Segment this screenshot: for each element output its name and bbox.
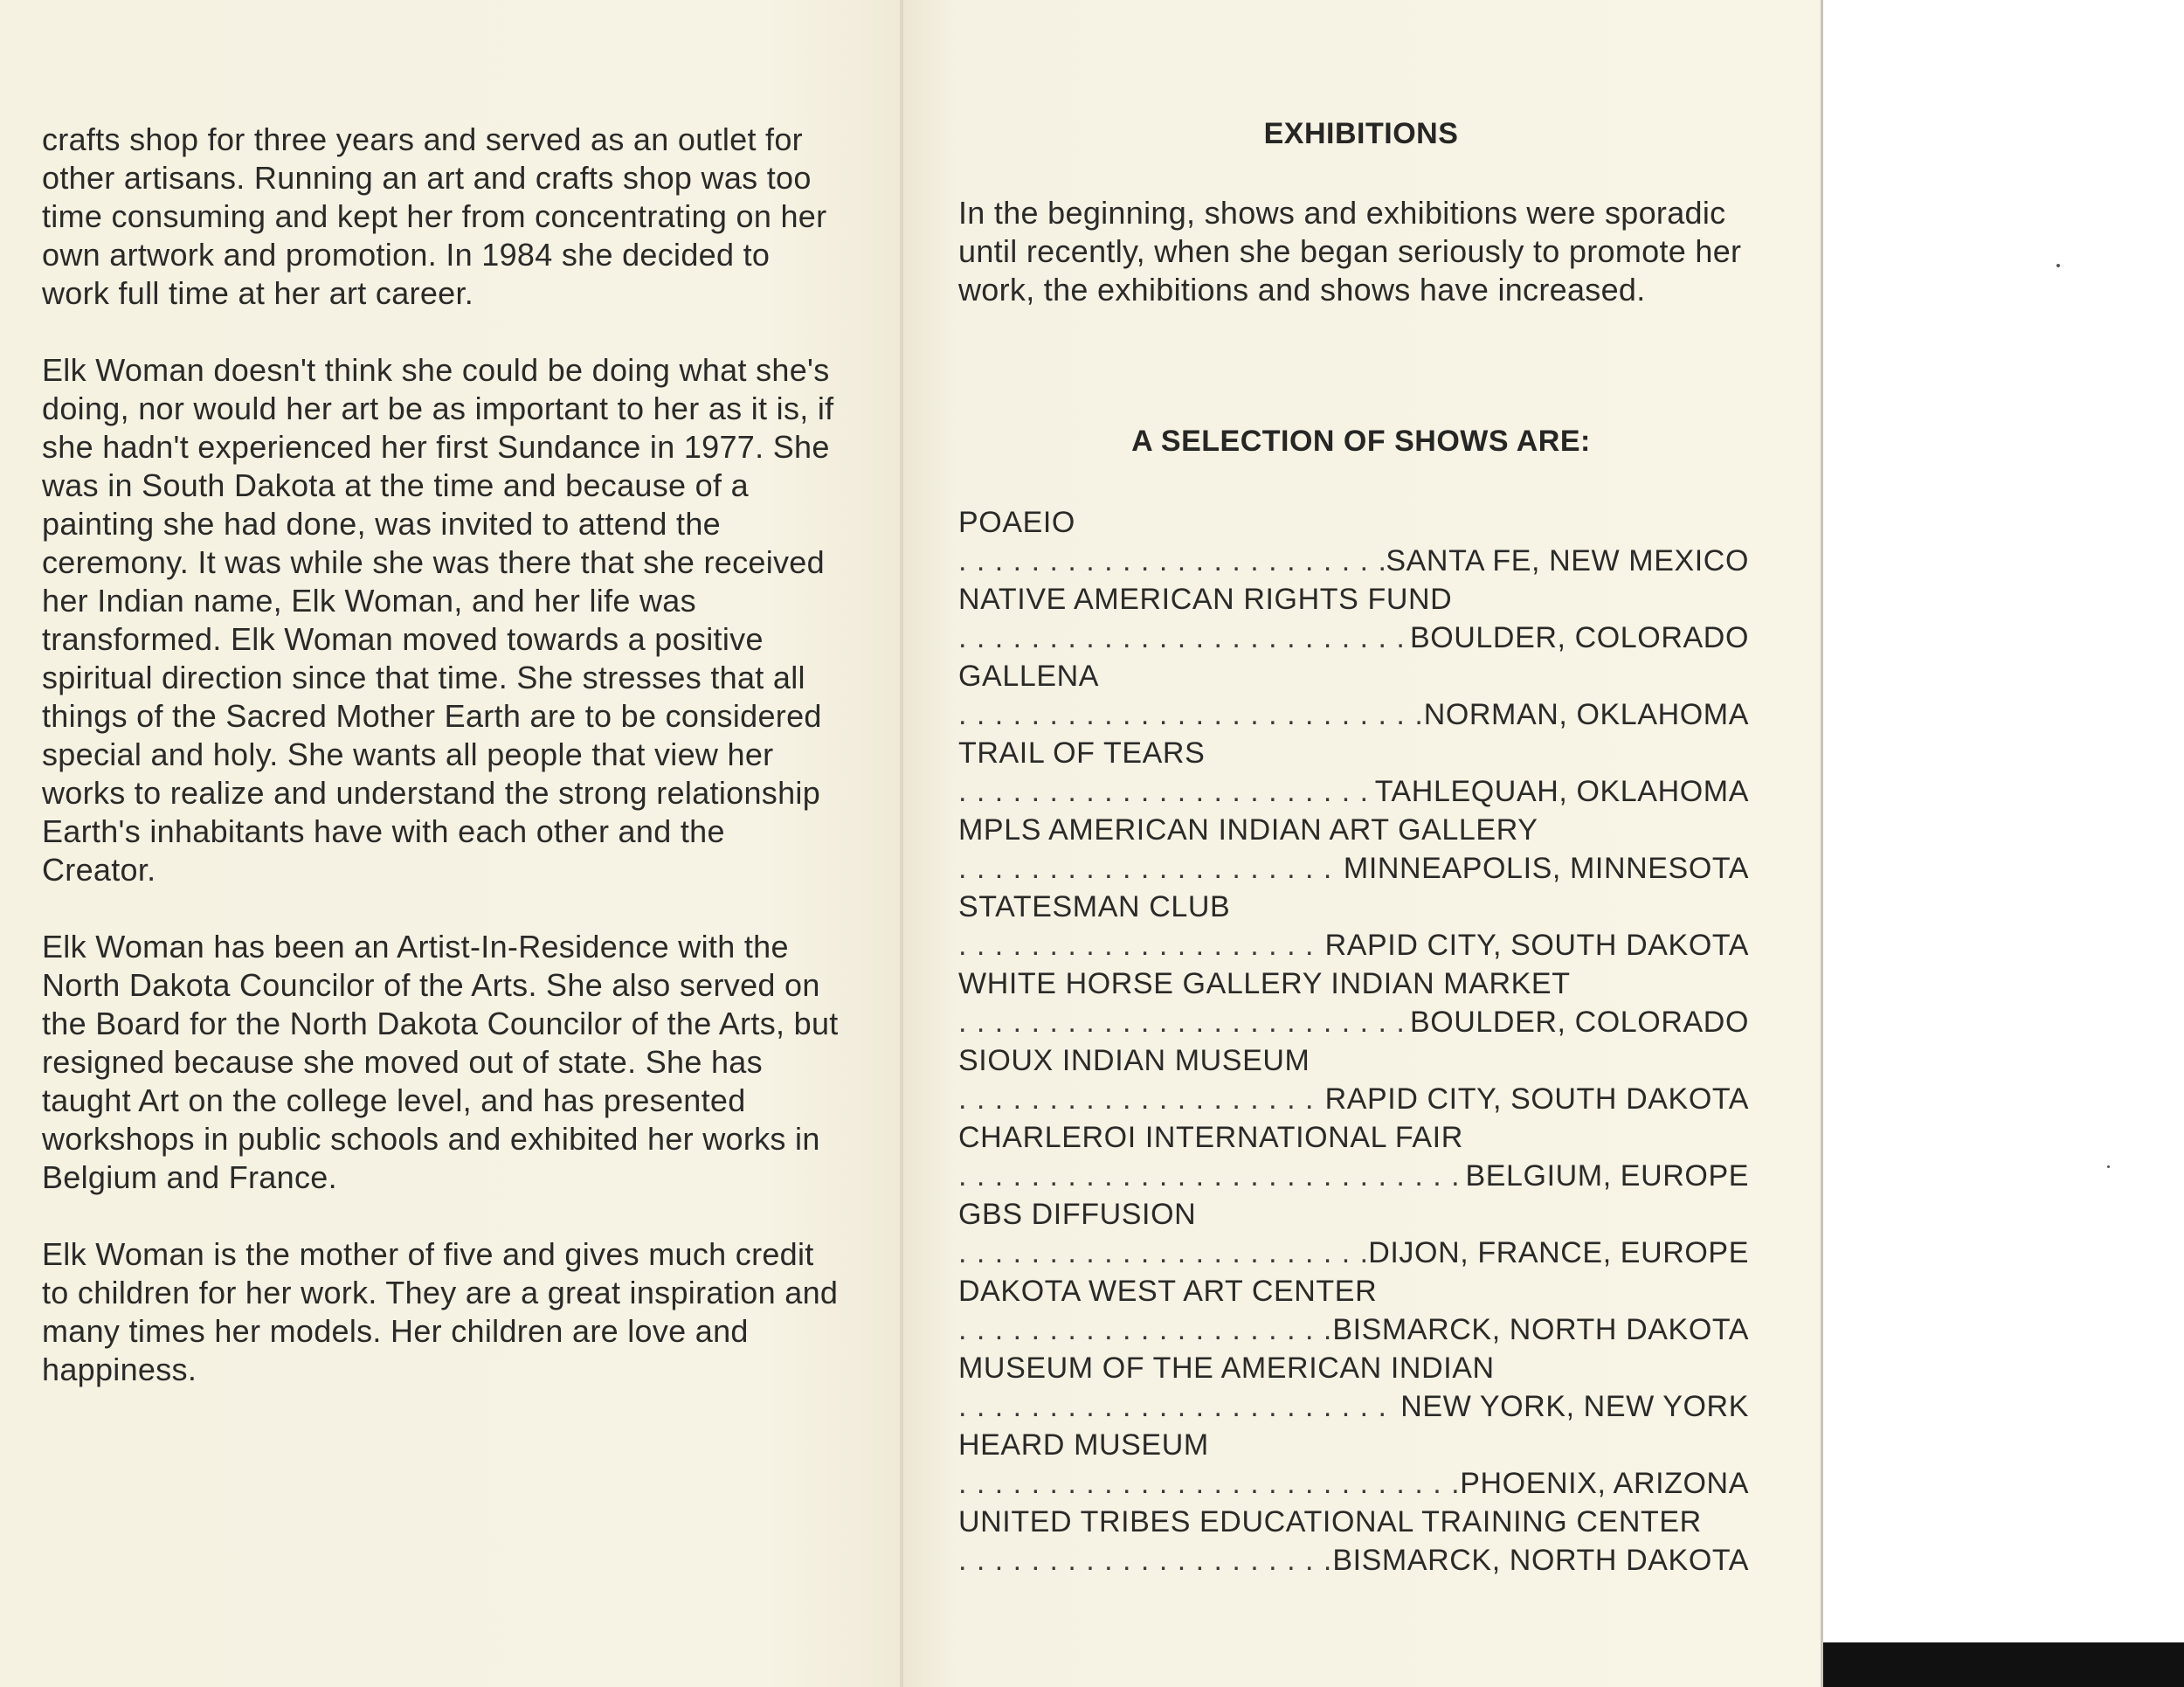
list-item: [958, 1118, 1749, 1195]
dot-leader: [958, 1387, 1399, 1426]
biography-paragraph: crafts shop for three years and served as an outlet for other artisans. Running an art and crafts shop was too time consuming and kept her from concentrating on her own artwork and promotion. In 1984 she decided to work full time at her art career.: [42, 121, 827, 311]
list-item: [958, 1349, 1749, 1426]
show-location: BELGIUM, EUROPE: [1465, 1159, 1749, 1193]
show-location: DIJON, FRANCE, EUROPE: [1368, 1236, 1749, 1269]
list-item: [958, 503, 1749, 580]
show-location: BISMARCK, NORTH DAKOTA: [1332, 1544, 1749, 1577]
show-name: SIOUX INDIAN MUSEUM: [958, 1044, 1310, 1077]
list-item: [958, 1041, 1749, 1118]
dot-leader: [958, 1157, 1463, 1195]
show-name: NATIVE AMERICAN RIGHTS FUND: [958, 583, 1453, 616]
show-name: POAEIO: [958, 506, 1075, 539]
dot-leader: [958, 1234, 1366, 1272]
biography-column: [42, 121, 846, 1428]
show-name: DAKOTA WEST ART CENTER: [958, 1275, 1378, 1308]
biography-paragraph: Elk Woman has been an Artist-In-Residence with the North Dakota Councilor of the Arts. She also served on the Board for the North Dakota Councilor of the Arts, but resigned because she moved out of state. She has taught Art on the college level, and has presented workshops in public schools and exhibited her works in Belgium and France.: [42, 929, 839, 1195]
show-location: BISMARCK, NORTH DAKOTA: [1332, 1313, 1749, 1346]
dot-leader: [958, 1003, 1408, 1041]
show-name: MUSEUM OF THE AMERICAN INDIAN: [958, 1352, 1495, 1385]
show-name: HEARD MUSEUM: [958, 1428, 1209, 1462]
show-location: BOULDER, COLORADO: [1409, 1006, 1749, 1039]
dot-leader: [958, 542, 1384, 580]
dot-leader: [958, 1464, 1458, 1503]
list-item: [958, 1426, 1749, 1503]
show-location: RAPID CITY, SOUTH DAKOTA: [1324, 1082, 1749, 1116]
show-location: RAPID CITY, SOUTH DAKOTA: [1324, 929, 1749, 962]
scan-speck: [2107, 1165, 2110, 1168]
list-item: [958, 811, 1749, 888]
page-edge-shadow: [1821, 0, 1823, 1687]
dot-leader: [958, 772, 1373, 811]
show-name: TRAIL OF TEARS: [958, 736, 1206, 770]
show-name: CHARLEROI INTERNATIONAL FAIR: [958, 1121, 1463, 1154]
dot-leader: [958, 1080, 1324, 1118]
show-location: NORMAN, OKLAHOMA: [1423, 698, 1749, 731]
show-location: PHOENIX, ARIZONA: [1460, 1467, 1749, 1500]
show-name: GALLENA: [958, 660, 1100, 693]
show-name: UNITED TRIBES EDUCATIONAL TRAINING CENTER: [958, 1505, 1702, 1538]
biography-paragraph: Elk Woman doesn't think she could be doing what she's doing, nor would her art be as important to her as it is, if she hadn't experienced her first Sundance in 1977. She was in South Dakota at the time and because of a painting she had done, was invited to attend the ceremony. It was while she was there that she received her Indian name, Elk Woman, and her life was transformed. Elk Woman moved towards a positive spiritual direction since that time. She stresses that all things of the Sacred Mother Earth are to be considered special and holy. She wants all people that view her works to realize and understand the strong relationship Earth's inhabitants have with each other and the Creator.: [42, 352, 834, 888]
dot-leader: [958, 926, 1324, 964]
scan-speck: [2056, 264, 2060, 267]
dot-leader: [958, 849, 1342, 888]
shows-heading: A SELECTION OF SHOWS ARE:: [1131, 425, 1591, 458]
show-location: BOULDER, COLORADO: [1409, 621, 1749, 654]
page-fold: [900, 0, 903, 1687]
list-item: [958, 1195, 1749, 1272]
dot-leader: [958, 619, 1408, 657]
show-location: MINNEAPOLIS, MINNESOTA: [1343, 852, 1749, 885]
list-item: [958, 580, 1749, 657]
list-item: [958, 1503, 1749, 1580]
show-location: TAHLEQUAH, OKLAHOMA: [1374, 775, 1749, 808]
scan-background-strip: [1823, 1642, 2184, 1687]
shows-list: [958, 503, 1749, 1580]
list-item: [958, 1272, 1749, 1349]
list-item: [958, 657, 1749, 734]
show-name: WHITE HORSE GALLERY INDIAN MARKET: [958, 967, 1571, 1000]
dot-leader: [958, 695, 1422, 734]
show-location: SANTA FE, NEW MEXICO: [1386, 544, 1749, 577]
show-name: GBS DIFFUSION: [958, 1198, 1197, 1231]
list-item: [958, 964, 1749, 1041]
list-item: [958, 888, 1749, 964]
biography-paragraph: Elk Woman is the mother of five and gives much credit to children for her work. They are a great inspiration and many times her models. Her children are love and happiness.: [42, 1236, 839, 1387]
exhibitions-intro: In the beginning, shows and exhibitions were sporadic until recently, when she began seriously to promote her work, the exhibitions and shows have increased.: [958, 195, 1742, 308]
exhibitions-heading: EXHIBITIONS: [1263, 117, 1459, 150]
dot-leader: [958, 1541, 1330, 1580]
show-location: NEW YORK, NEW YORK: [1400, 1390, 1749, 1423]
show-name: STATESMAN CLUB: [958, 890, 1231, 923]
dot-leader: [958, 1310, 1330, 1349]
show-name: MPLS AMERICAN INDIAN ART GALLERY: [958, 813, 1538, 847]
list-item: [958, 734, 1749, 811]
